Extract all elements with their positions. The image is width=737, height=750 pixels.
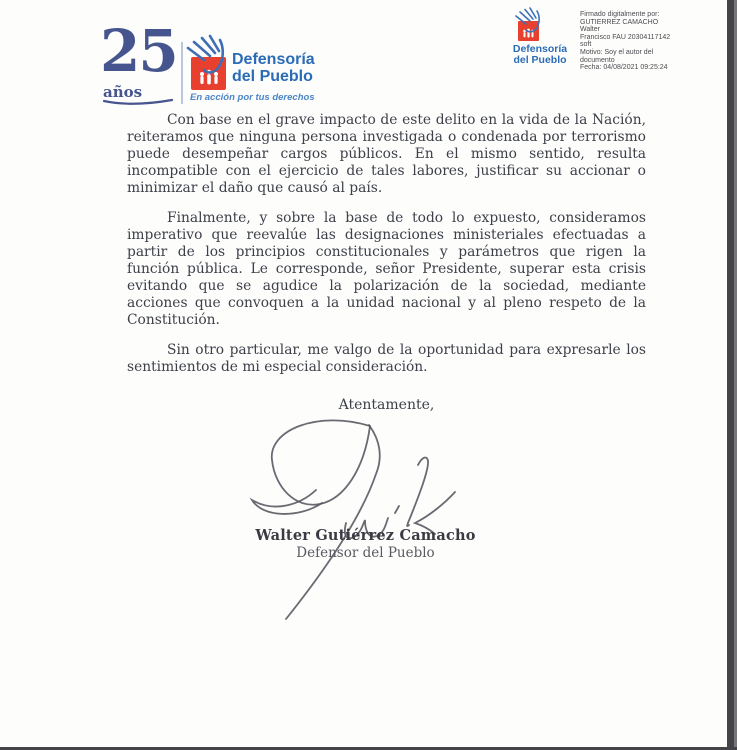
stamp-line: Firmado digitalmente por: — [580, 11, 660, 18]
stamp-line: documento — [580, 56, 615, 64]
stamp-line: Motivo: Soy el autor del — [580, 48, 654, 56]
signer-title: Defensor del Pueblo — [296, 545, 435, 561]
closing-salutation: Atentamente, — [338, 397, 435, 413]
logo-25-number: 25 — [100, 17, 177, 85]
stamp-hand-icon — [513, 7, 547, 37]
logo-tagline: En acción por tus derechos — [190, 92, 315, 103]
stamp-line: Fecha: 04/08/2021 09:25:24 — [580, 64, 668, 72]
paragraph-3: Sin otro particular, me valgo de la oportunidad para expresarle los sentimientos de mi especial consideración. — [127, 342, 646, 375]
signer-block — [238, 527, 493, 561]
handwritten-signature — [248, 416, 470, 626]
digital-signature-stamp — [506, 6, 676, 78]
stamp-certificate-text — [580, 11, 676, 72]
paragraph-1: Con base en el grave impacto de este delito en la vida de la Nación, reiteramos que ninguna persona investigada o condenada por terrorismo puede desempeñar cargos públicos. En el mismo sentido, resulta incompatible con el ejercicio de tales labores, justificar su accionar o minimizar el daño que causó al país. — [127, 112, 646, 196]
letter-body — [127, 112, 646, 389]
logo-anios-label: años — [103, 83, 143, 101]
signer-name: Walter Gutiérrez Camacho — [255, 527, 476, 544]
stamp-line: Francisco FAU 20304117142 soft — [580, 33, 671, 49]
page-edge-right — [727, 0, 734, 750]
logo-hand-icon — [184, 34, 236, 80]
logo-org-name: Defensoría del Pueblo — [232, 51, 315, 85]
stamp-line: GUTIERREZ CAMACHO Walter — [580, 18, 659, 34]
defensoria-logo — [100, 17, 330, 108]
stamp-org-name: Defensoría del Pueblo — [512, 43, 568, 66]
logo-divider — [181, 42, 183, 104]
logo-swoosh — [102, 98, 174, 106]
paragraph-2: Finalmente, y sobre la base de todo lo expuesto, consideramos imperativo que reevalúe las designaciones ministeriales efectuadas a partir de los principios constitucionales y parámetros que rigen la función pública. Le corresponde, señor Presidente, superar esta crisis evitando que se agudice la polarización de la sociedad, mediante acciones que convoquen a la unidad nacional y al pleno respeto de la Constitución. — [127, 210, 646, 328]
